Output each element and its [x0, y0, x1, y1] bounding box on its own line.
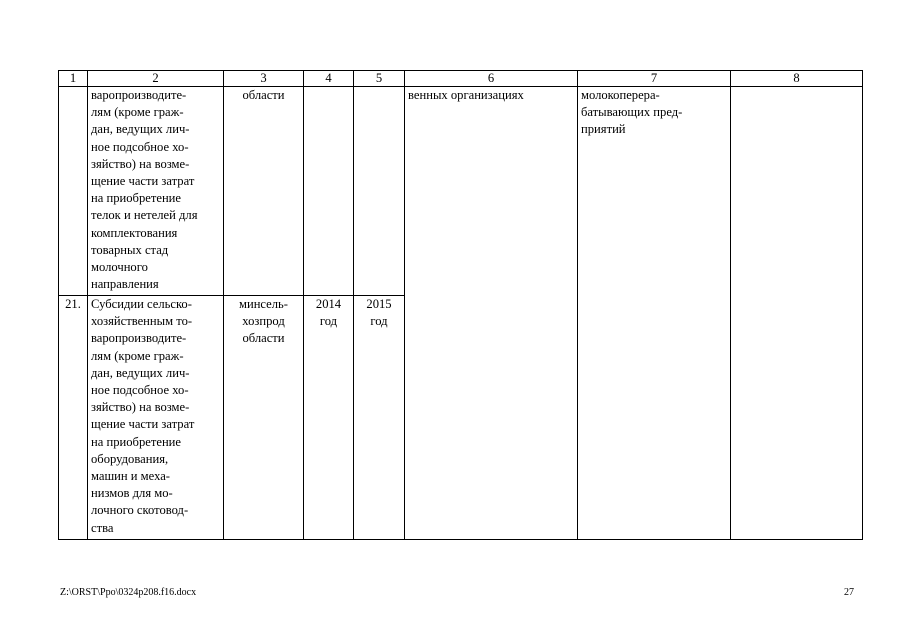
row-number-cell: 21. [59, 296, 88, 540]
footer-file-path: Z:\ORST\Ppo\0324p208.f16.docx [60, 587, 197, 598]
header-row [59, 71, 863, 87]
column-header-3: 3 [224, 71, 304, 87]
column-header-5: 5 [354, 71, 405, 87]
row-number-cell [59, 87, 88, 296]
column-header-4: 4 [304, 71, 354, 87]
start-year-cell: 2014 год [304, 296, 354, 540]
responsible-cell: области [224, 87, 304, 296]
column-header-6: 6 [405, 71, 578, 87]
indicator-link-cell: молокоперера- батывающих пред- приятий [578, 87, 731, 540]
notes-cell [731, 87, 863, 540]
table-row-continuation [59, 87, 863, 296]
start-year-cell [304, 87, 354, 296]
page-number: 27 [844, 587, 854, 598]
expected-result-cell: венных организациях [405, 87, 578, 540]
end-year-cell: 2015 год [354, 296, 405, 540]
end-year-cell [354, 87, 405, 296]
column-header-8: 8 [731, 71, 863, 87]
measure-name-cell: варопроизводите- лям (кроме граж- дан, ведущих лич- ное подсобное хо- зяйство) на возме- щение части затрат на приобретение телок и нетелей для комплектования товарных стад молочного направления [88, 87, 224, 296]
column-header-1: 1 [59, 71, 88, 87]
program-table [58, 70, 863, 540]
column-header-2: 2 [88, 71, 224, 87]
responsible-cell: минсель- хозпрод области [224, 296, 304, 540]
column-header-7: 7 [578, 71, 731, 87]
measure-name-cell: Субсидии сельско- хозяйственным то- варопроизводите- лям (кроме граж- дан, ведущих лич- ное подсобное хо- зяйство) на возме- щение части затрат на приобретение оборудования, машин и меха- низмов для мо- лочного скотовод- ства [88, 296, 224, 540]
